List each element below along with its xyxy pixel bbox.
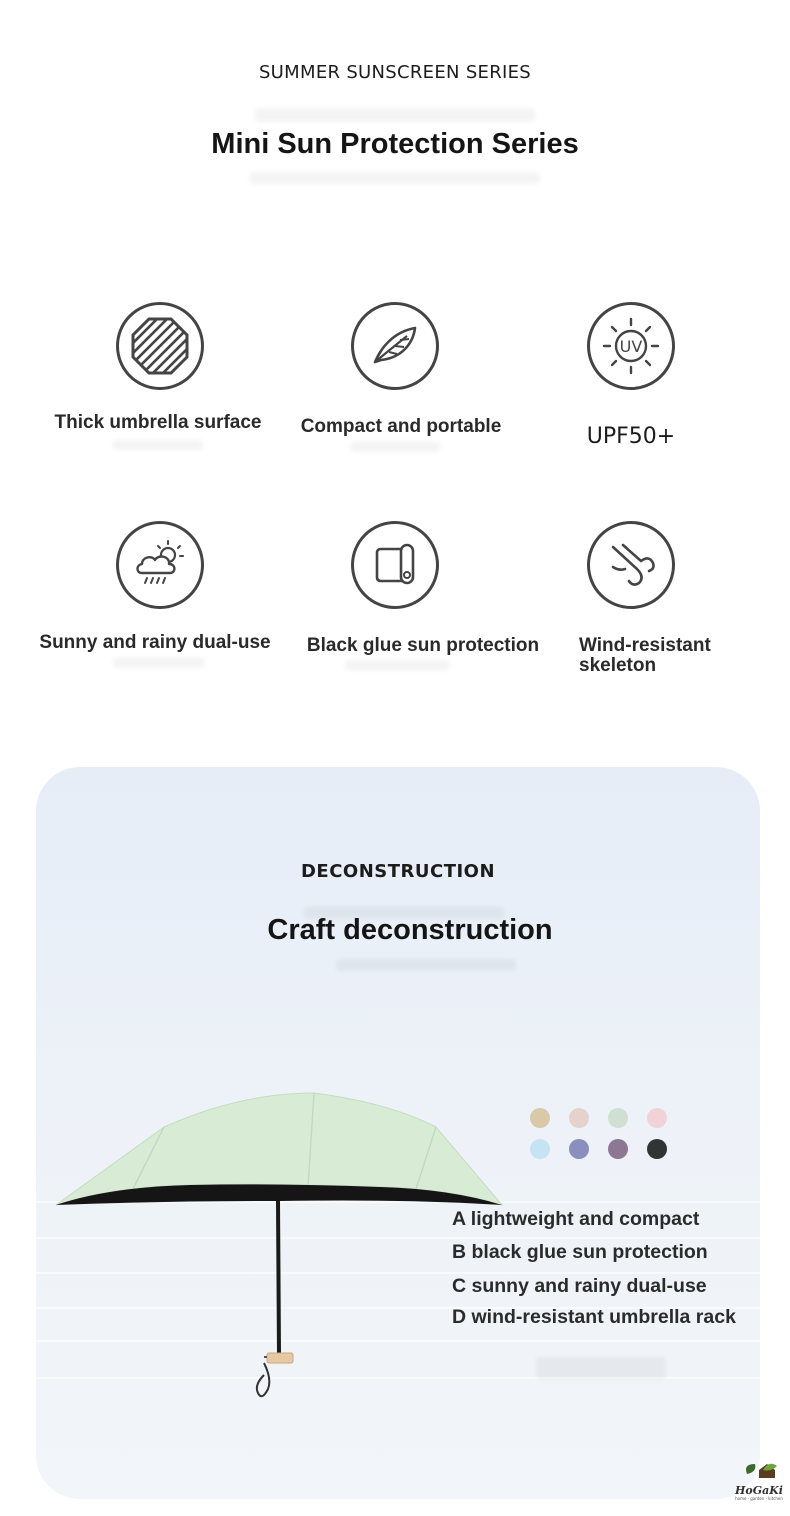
faded-caption (536, 1357, 666, 1379)
faded-caption (350, 442, 440, 452)
dual-use-icon-circle (116, 521, 204, 609)
feature-point: D wind-resistant umbrella rack (452, 1306, 736, 1328)
feature-label: Sunny and rainy dual-use (39, 632, 271, 653)
color-swatch-dark-green[interactable] (647, 1139, 667, 1159)
octagon-stripes-icon (130, 316, 190, 376)
upf-icon-circle (587, 302, 675, 390)
leaf-house-icon (739, 1460, 779, 1480)
color-swatch-pink[interactable] (647, 1108, 667, 1128)
wind-resistant-icon-circle (587, 521, 675, 609)
page-title: Mini Sun Protection Series (211, 128, 579, 160)
faded-caption (113, 658, 205, 668)
feature-label: UPF50+ (586, 424, 676, 449)
uv-text: UV (619, 337, 643, 356)
deconstruction-kicker: DECONSTRUCTION (300, 861, 496, 882)
series-kicker: SUMMER SUNSCREEN SERIES (258, 62, 532, 83)
brand-tagline: home · garden · kitchen (735, 1496, 783, 1501)
rolled-sheet-icon (367, 537, 423, 593)
color-swatch-rose-beige[interactable] (569, 1108, 589, 1128)
deconstruction-title: Craft deconstruction (267, 914, 553, 946)
feature-label: Black glue sun protection (306, 635, 540, 656)
faded-caption (345, 660, 450, 670)
feature-label: Wind-resistant skeleton (579, 635, 711, 676)
feature-label: Compact and portable (300, 416, 502, 437)
sun-rain-cloud-icon (130, 535, 190, 595)
color-swatch-mint[interactable] (608, 1108, 628, 1128)
brand-logo (730, 1460, 788, 1504)
uv-sun-icon (600, 315, 662, 377)
compact-icon-circle (351, 302, 439, 390)
thick-surface-icon-circle (116, 302, 204, 390)
feature-point: C sunny and rainy dual-use (452, 1275, 707, 1297)
deconstruction-card (36, 767, 760, 1499)
umbrella-illustration (50, 1089, 510, 1409)
color-swatch-sky-blue[interactable] (530, 1139, 550, 1159)
feature-label: Thick umbrella surface (54, 412, 262, 433)
wind-icon (603, 537, 659, 593)
feather-icon (367, 318, 423, 374)
feature-point: A lightweight and compact (452, 1208, 700, 1230)
color-swatch-periwinkle[interactable] (569, 1139, 589, 1159)
faded-subtitle (250, 172, 540, 184)
faded-caption (113, 440, 203, 450)
faded-subtitle (336, 959, 516, 971)
feature-point: B black glue sun protection (452, 1241, 708, 1263)
color-swatch-mauve[interactable] (608, 1139, 628, 1159)
faded-subtitle (255, 108, 535, 122)
brand-name: HoGaKi (735, 1484, 783, 1497)
color-swatch-beige[interactable] (530, 1108, 550, 1128)
black-glue-icon-circle (351, 521, 439, 609)
